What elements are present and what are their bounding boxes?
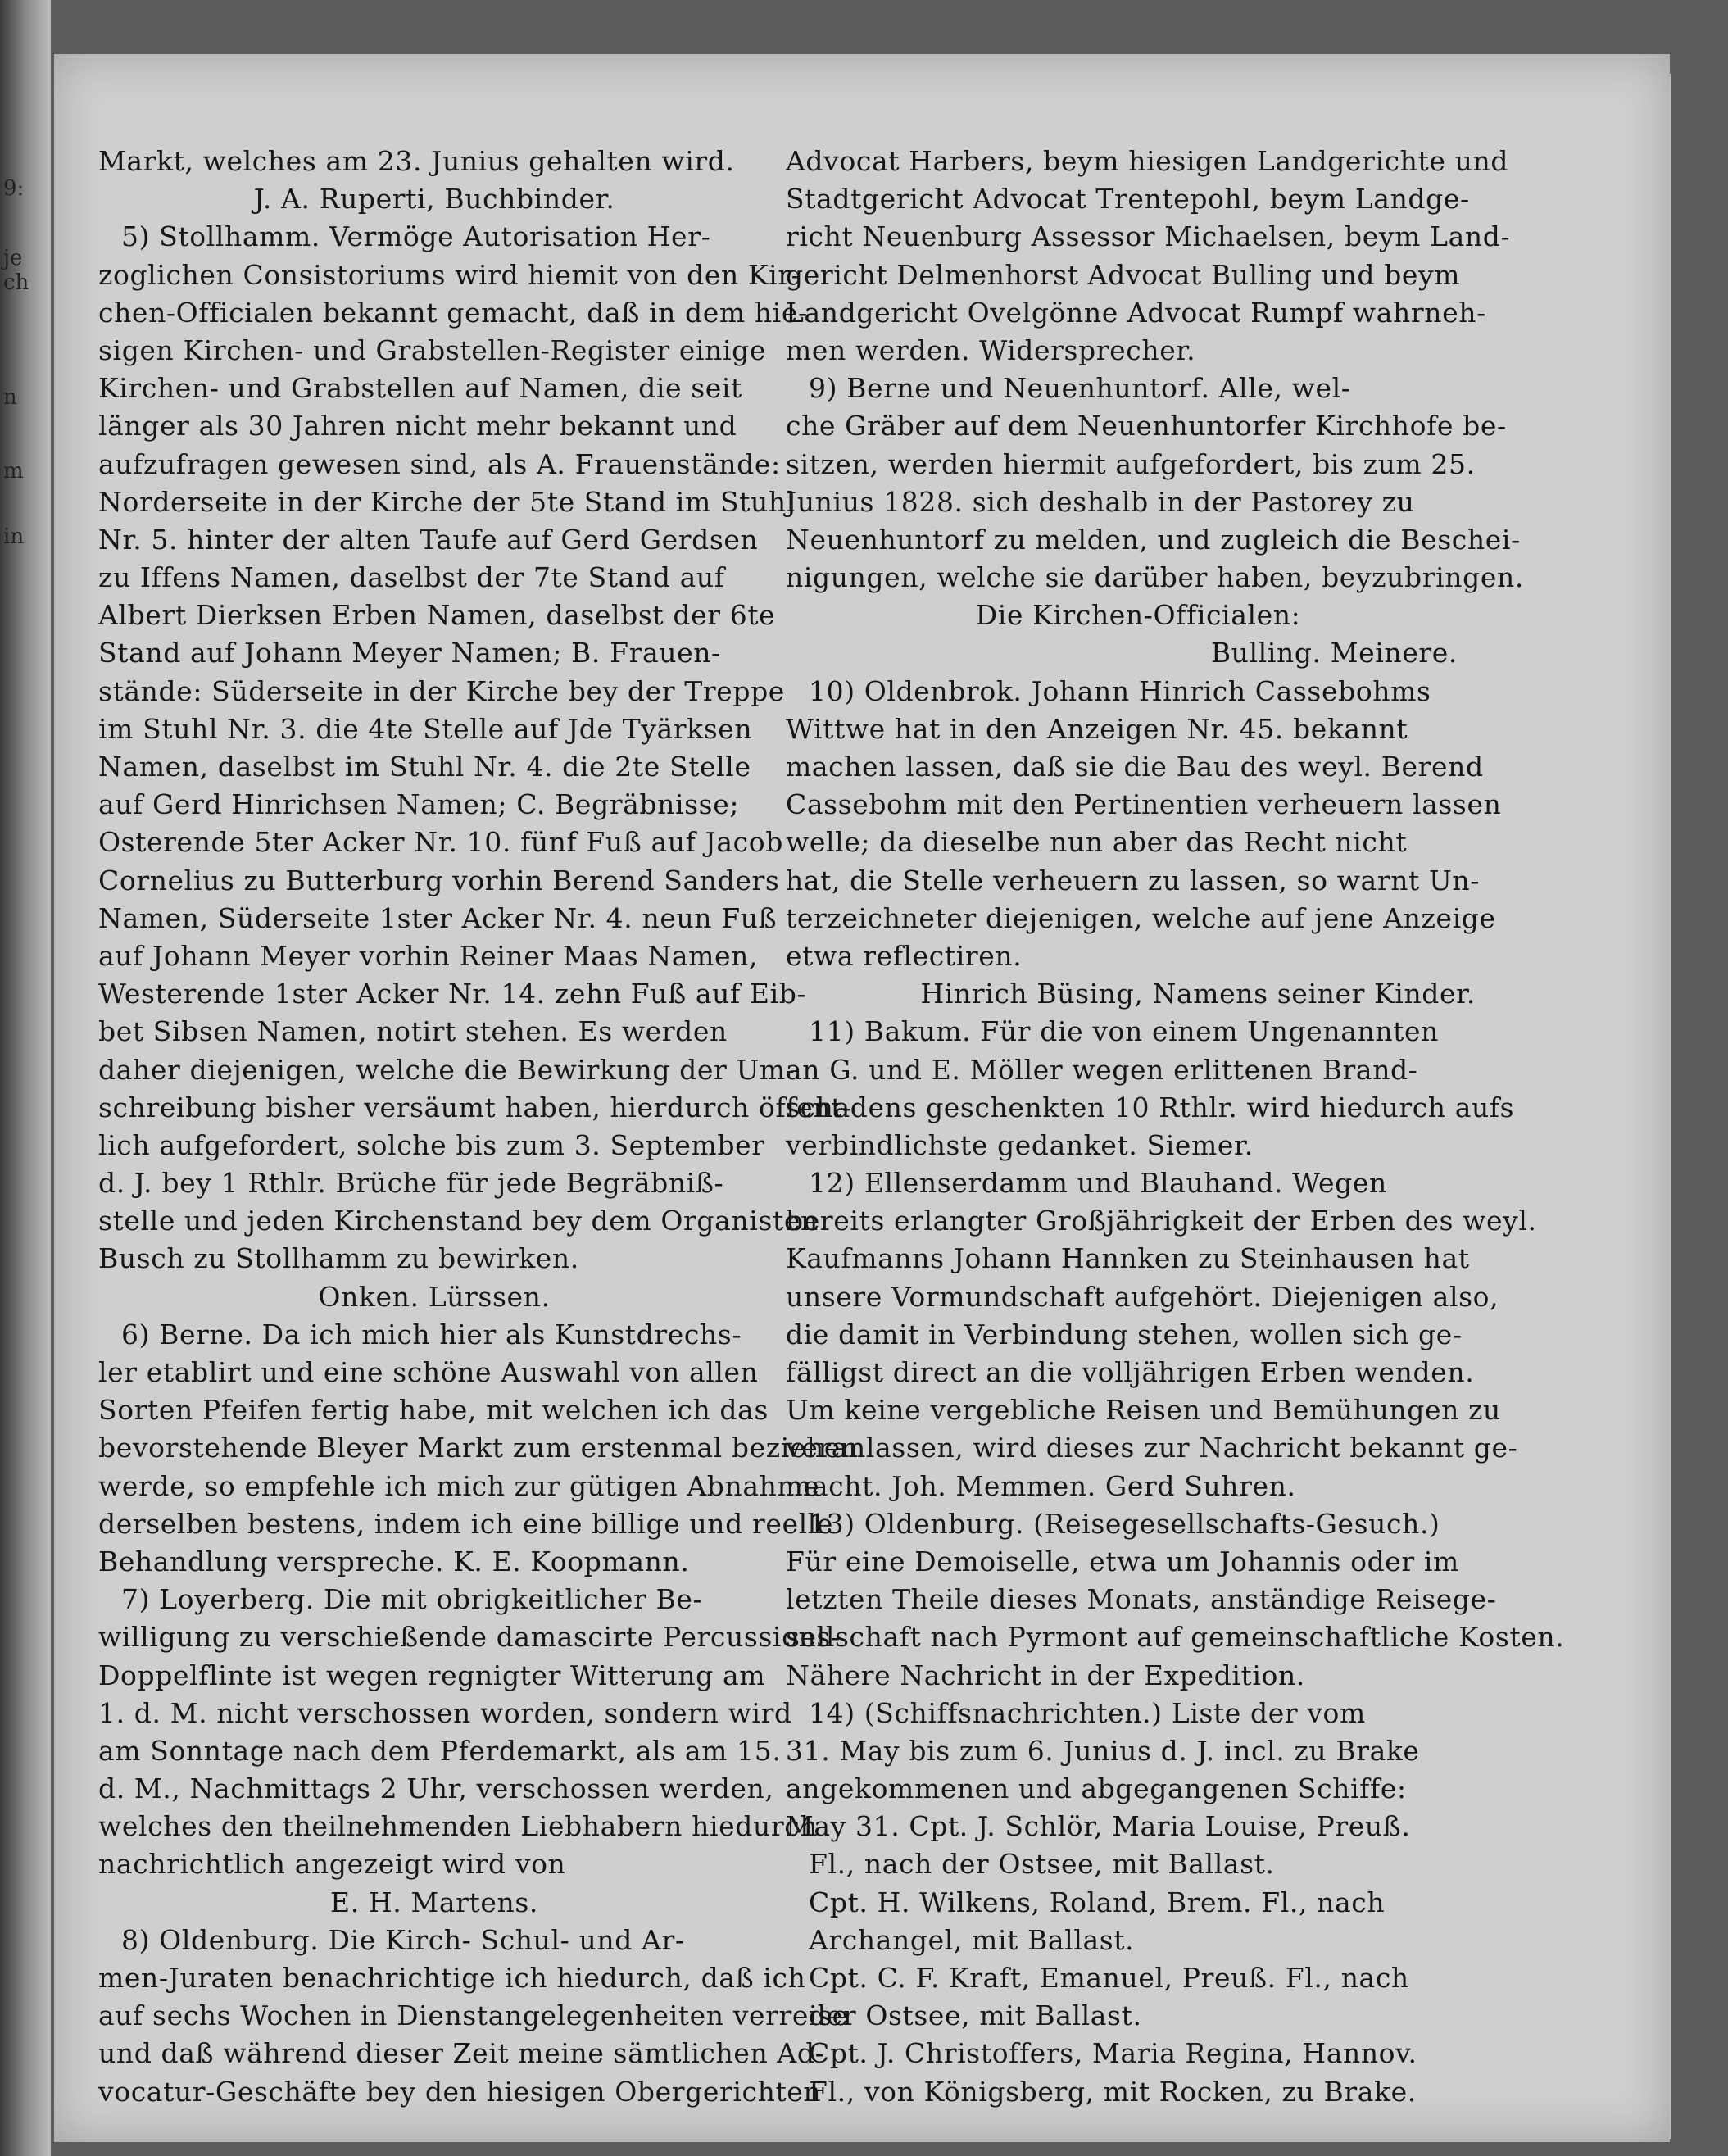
text-line: der Ostsee, mit Ballast. — [809, 1999, 1142, 2032]
text-line: 14) (Schiffsnachrichten.) Liste der vom — [809, 1696, 1366, 1729]
text-line: d. M., Nachmittags 2 Uhr, verschossen werden, — [98, 1772, 774, 1805]
text-line: 6) Berne. Da ich mich hier als Kunstdrechs- — [121, 1318, 742, 1350]
text-line: 7) Loyerberg. Die mit obrigkeitlicher Be- — [121, 1583, 703, 1616]
margin-fragment: m — [3, 459, 24, 483]
text-line: Neuenhuntorf zu melden, und zugleich die Beschei- — [786, 523, 1521, 556]
text-line: Cassebohm mit den Pertinentien verheuern lassen — [786, 788, 1502, 821]
text-line: 10) Oldenbrok. Johann Hinrich Cassebohms — [809, 674, 1431, 707]
text-line: willigung zu verschießende damascirte Percussions- — [98, 1621, 841, 1654]
left-column — [98, 143, 859, 2111]
text-line: zu Iffens Namen, daselbst der 7te Stand auf — [98, 561, 725, 594]
text-line: vocatur-Geschäfte bey den hiesigen Obergerichten — [98, 2075, 822, 2108]
text-line: Namen, Süderseite 1ster Acker Nr. 4. neun Fuß — [98, 901, 778, 934]
text-line: bet Sibsen Namen, notirt stehen. Es werden — [98, 1015, 728, 1048]
text-line: Landgericht Ovelgönne Advocat Rumpf wahrneh- — [786, 296, 1486, 329]
text-line: auf sechs Wochen in Dienstangelegenheiten verreise — [98, 1999, 849, 2032]
text-line: Cpt. J. Christoffers, Maria Regina, Hannov. — [809, 2037, 1417, 2070]
text-line: aufzufragen gewesen sind, als A. Frauenstände: — [98, 447, 781, 480]
text-line: Stand auf Johann Meyer Namen; B. Frauen- — [98, 637, 721, 669]
text-line: hat, die Stelle verheuern zu lassen, so warnt Un- — [786, 864, 1481, 896]
text-line: Bulling. Meinere. — [1210, 637, 1458, 669]
text-line: Doppelflinte ist wegen regnigter Witterung am — [98, 1659, 766, 1691]
text-line: Nähere Nachricht in der Expedition. — [786, 1659, 1305, 1691]
text-line: macht. Joh. Memmen. Gerd Suhren. — [786, 1469, 1296, 1502]
text-line: Busch zu Stollhamm zu bewirken. — [98, 1242, 579, 1275]
text-line: Für eine Demoiselle, etwa um Johannis oder im — [786, 1545, 1459, 1577]
text-line: Osterende 5ter Acker Nr. 10. fünf Fuß auf Jacob — [98, 826, 783, 859]
text-line: etwa reflectiren. — [786, 939, 1023, 972]
text-line: welches den theilnehmenden Liebhabern hiedurch — [98, 1810, 819, 1843]
text-line: Cornelius zu Butterburg vorhin Berend Sanders — [98, 864, 780, 896]
text-line: nachrichtlich angezeigt wird von — [98, 1848, 566, 1881]
text-line: Onken. Lürssen. — [318, 1280, 551, 1313]
text-line: verbindlichste gedanket. Siemer. — [786, 1128, 1254, 1161]
newspaper-page — [54, 54, 1670, 2142]
text-line: May 31. Cpt. J. Schlör, Maria Louise, Preuß. — [786, 1810, 1411, 1843]
text-line: veranlassen, wird dieses zur Nachricht bekannt ge- — [786, 1432, 1518, 1464]
text-line: Sorten Pfeifen fertig habe, mit welchen ich das — [98, 1394, 769, 1427]
text-line: bevorstehende Bleyer Markt zum erstenmal beziehen — [98, 1432, 859, 1464]
text-line: Behandlung verspreche. K. E. Koopmann. — [98, 1545, 690, 1577]
text-line: Junius 1828. sich deshalb in der Pastorey zu — [786, 485, 1415, 518]
margin-fragment: in — [3, 524, 25, 549]
text-line: Wittwe hat in den Anzeigen Nr. 45. bekannt — [786, 712, 1408, 745]
text-line: werde, so empfehle ich mich zur gütigen Abnahme — [98, 1469, 820, 1502]
text-line: Die Kirchen-Officialen: — [975, 599, 1301, 632]
text-line: derselben bestens, indem ich eine billige und reelle — [98, 1507, 834, 1540]
margin-fragment: ch — [3, 270, 29, 295]
text-line: d. J. bey 1 Rthlr. Brüche für jede Begräbniß- — [98, 1167, 724, 1200]
text-line: an G. und E. Möller wegen erlittenen Brand- — [786, 1053, 1418, 1086]
text-line: Fl., von Königsberg, mit Rocken, zu Brake. — [809, 2075, 1417, 2108]
text-line: machen lassen, daß sie die Bau des weyl. Berend — [786, 751, 1484, 783]
text-line: J. A. Ruperti, Buchbinder. — [253, 183, 615, 216]
text-line: ler etablirt und eine schöne Auswahl von allen — [98, 1356, 759, 1388]
text-line: 31. May bis zum 6. Junius d. J. incl. zu Brake — [786, 1734, 1420, 1767]
text-line: Namen, daselbst im Stuhl Nr. 4. die 2te Stelle — [98, 751, 751, 783]
margin-fragment: n — [3, 385, 17, 410]
margin-fragment: je — [3, 246, 23, 270]
text-line: Markt, welches am 23. Junius gehalten wird. — [98, 145, 735, 177]
text-line: welle; da dieselbe nun aber das Recht nicht — [786, 826, 1408, 859]
text-line: Norderseite in der Kirche der 5te Stand im Stuhl — [98, 485, 796, 518]
text-line: Advocat Harbers, beym hiesigen Landgerichte und — [786, 145, 1509, 177]
text-line: länger als 30 Jahren nicht mehr bekannt und — [98, 410, 737, 443]
text-line: Archangel, mit Ballast. — [809, 1923, 1135, 1956]
text-line: und daß während dieser Zeit meine sämtlichen Ad- — [98, 2037, 825, 2070]
text-line: nigungen, welche sie darüber haben, beyzubringen. — [786, 561, 1524, 594]
text-line: Kaufmanns Johann Hannken zu Steinhausen hat — [786, 1242, 1470, 1275]
text-line: men-Juraten benachrichtige ich hiedurch, daß ich — [98, 1962, 806, 1994]
text-line: schreibung bisher versäumt haben, hierdurch öffent- — [98, 1091, 852, 1123]
text-line: sigen Kirchen- und Grabstellen-Register einige — [98, 334, 767, 366]
text-line: Stadtgericht Advocat Trentepohl, beym Landge- — [786, 183, 1470, 216]
text-line: 12) Ellenserdamm und Blauhand. Wegen — [809, 1167, 1387, 1200]
text-line: chen-Officialen bekannt gemacht, daß in dem hie- — [98, 296, 808, 329]
text-line: 9) Berne und Neuenhuntorf. Alle, wel- — [809, 372, 1351, 405]
text-line: Um keine vergebliche Reisen und Bemühungen zu — [786, 1394, 1501, 1427]
text-line: 11) Bakum. Für die von einem Ungenannten — [809, 1015, 1440, 1048]
text-line: men werden. Widersprecher. — [786, 334, 1196, 366]
text-line: Cpt. C. F. Kraft, Emanuel, Preuß. Fl., nach — [809, 1962, 1409, 1994]
text-line: Kirchen- und Grabstellen auf Namen, die seit — [98, 372, 742, 405]
text-line: auf Johann Meyer vorhin Reiner Maas Namen, — [98, 939, 759, 972]
previous-page-edge — [0, 0, 51, 2156]
text-line: auf Gerd Hinrichsen Namen; C. Begräbnisse; — [98, 788, 740, 821]
text-line: letzten Theile dieses Monats, anständige Reisege- — [786, 1583, 1497, 1616]
text-line: che Gräber auf dem Neuenhuntorfer Kirchhofe be- — [786, 410, 1507, 443]
text-line: richt Neuenburg Assessor Michaelsen, beym Land- — [786, 220, 1511, 253]
text-line: bereits erlangter Großjährigkeit der Erben des weyl. — [786, 1205, 1537, 1237]
text-line: im Stuhl Nr. 3. die 4te Stelle auf Jde Tyärksen — [98, 712, 753, 745]
text-line: Albert Dierksen Erben Namen, daselbst der 6te — [98, 599, 776, 632]
text-line: unsere Vormundschaft aufgehört. Diejenigen also, — [786, 1280, 1499, 1313]
text-line: gericht Delmenhorst Advocat Bulling und beym — [786, 258, 1461, 291]
text-line: Fl., nach der Ostsee, mit Ballast. — [809, 1848, 1275, 1881]
text-line: sellschaft nach Pyrmont auf gemeinschaftliche Kosten. — [786, 1621, 1565, 1654]
text-line: terzeichneter diejenigen, welche auf jene Anzeige — [786, 901, 1496, 934]
text-line: 13) Oldenburg. (Reisegesellschafts-Gesuch.) — [809, 1507, 1440, 1540]
text-line: Westerende 1ster Acker Nr. 14. zehn Fuß auf Eib- — [98, 978, 807, 1010]
text-line: schadens geschenkten 10 Rthlr. wird hiedurch aufs — [786, 1091, 1515, 1123]
text-line: die damit in Verbindung stehen, wollen sich ge- — [786, 1318, 1463, 1350]
text-line: stände: Süderseite in der Kirche bey der Treppe — [98, 674, 785, 707]
text-line: angekommenen und abgegangenen Schiffe: — [786, 1772, 1407, 1805]
text-line: stelle und jeden Kirchenstand bey dem Organisten — [98, 1205, 819, 1237]
text-line: lich aufgefordert, solche bis zum 3. September — [98, 1128, 765, 1161]
text-line: am Sonntage nach dem Pferdemarkt, als am 15. — [98, 1734, 782, 1767]
text-line: zoglichen Consistoriums wird hiemit von den Kir- — [98, 258, 801, 291]
text-line: 8) Oldenburg. Die Kirch- Schul- und Ar- — [121, 1923, 685, 1956]
text-line: daher diejenigen, welche die Bewirkung der Um- — [98, 1053, 796, 1086]
text-line: Hinrich Büsing, Namens seiner Kinder. — [920, 978, 1476, 1010]
text-line: E. H. Martens. — [330, 1886, 538, 1918]
text-line: 5) Stollhamm. Vermöge Autorisation Her- — [121, 220, 711, 253]
margin-fragment: 9: — [3, 176, 25, 201]
right-column — [786, 143, 1565, 2111]
text-line: sitzen, werden hiermit aufgefordert, bis zum 25. — [786, 447, 1476, 480]
text-line: Nr. 5. hinter der alten Taufe auf Gerd Gerdsen — [98, 523, 759, 556]
text-line: fälligst direct an die volljährigen Erben wenden. — [786, 1356, 1475, 1388]
text-line: 1. d. M. nicht verschossen worden, sondern wird — [98, 1696, 792, 1729]
text-line: Cpt. H. Wilkens, Roland, Brem. Fl., nach — [809, 1886, 1386, 1918]
